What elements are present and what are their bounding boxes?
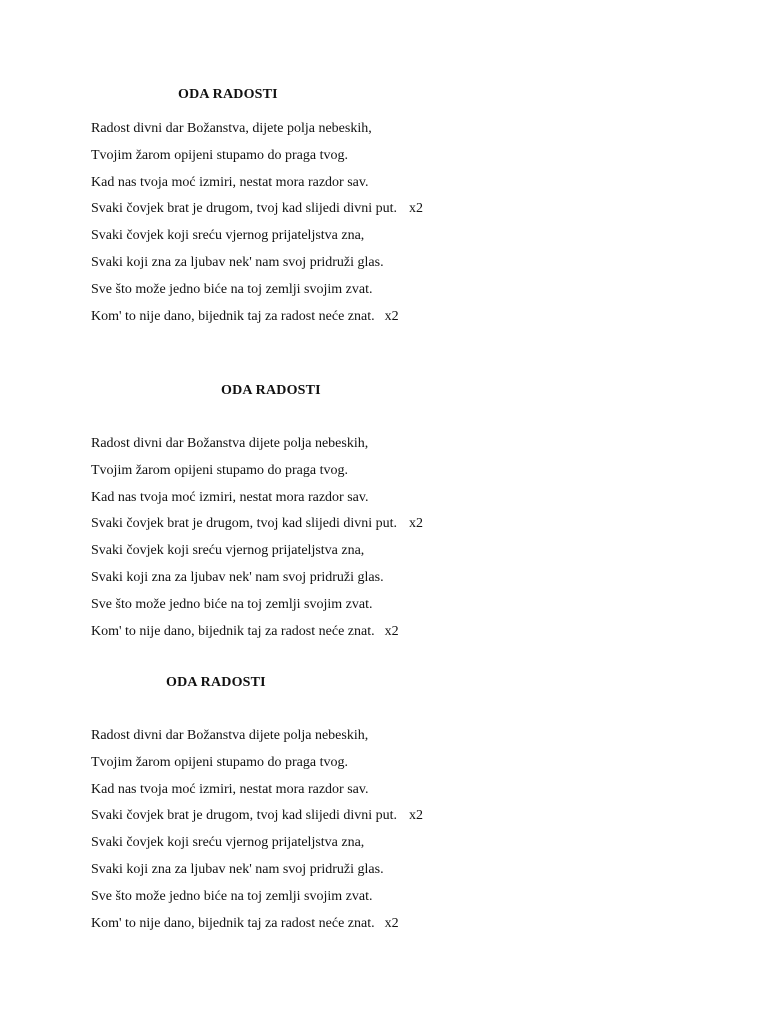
lyric-text: Radost divni dar Božanstva dijete polja nebeskih, bbox=[91, 436, 369, 451]
lyric-line bbox=[91, 728, 368, 744]
lyric-text: Radost divni dar Božanstva, dijete polja nebeskih, bbox=[91, 121, 372, 136]
lyric-text: Svaki koji zna za ljubav nek' nam svoj pridruži glas. bbox=[91, 862, 384, 877]
lyric-line bbox=[91, 543, 364, 559]
lyric-text: Tvojim žarom opijeni stupamo do praga tvog. bbox=[91, 148, 349, 163]
lyric-text: Svaki čovjek koji sreću vjernog prijateljstva zna, bbox=[91, 543, 365, 558]
lyric-line bbox=[91, 463, 348, 479]
lyric-line bbox=[91, 808, 423, 824]
lyric-text: Sve što može jedno biće na toj zemlji svojim zvat. bbox=[91, 889, 373, 904]
repeat-marker: x2 bbox=[409, 201, 424, 216]
lyric-line bbox=[91, 570, 384, 586]
lyric-line bbox=[91, 862, 384, 878]
lyric-line bbox=[91, 309, 399, 325]
lyric-text: Sve što može jedno biće na toj zemlji svojim zvat. bbox=[91, 282, 373, 297]
lyric-text: Kom' to nije dano, bijednik taj za radost neće znat. bbox=[91, 916, 375, 931]
lyric-text: Svaki čovjek brat je drugom, tvoj kad slijedi divni put. bbox=[91, 201, 398, 216]
lyric-line bbox=[91, 490, 368, 506]
lyric-line bbox=[91, 228, 364, 244]
lyric-line bbox=[91, 889, 373, 905]
repeat-marker: x2 bbox=[384, 916, 399, 931]
lyric-text: Svaki čovjek brat je drugom, tvoj kad slijedi divni put. bbox=[91, 516, 398, 531]
lyric-line bbox=[91, 916, 399, 932]
song-title: ODA RADOSTI bbox=[221, 383, 321, 398]
lyric-line bbox=[91, 516, 423, 532]
lyric-text: Kom' to nije dano, bijednik taj za radost neće znat. bbox=[91, 624, 375, 639]
lyric-text: Svaki čovjek brat je drugom, tvoj kad slijedi divni put. bbox=[91, 808, 398, 823]
lyric-text: Kad nas tvoja moć izmiri, nestat mora razdor sav. bbox=[91, 175, 369, 190]
lyric-line bbox=[91, 255, 384, 271]
lyric-line bbox=[91, 755, 348, 771]
song-title: ODA RADOSTI bbox=[178, 87, 278, 102]
lyric-line bbox=[91, 148, 348, 164]
lyric-text: Kad nas tvoja moć izmiri, nestat mora razdor sav. bbox=[91, 490, 369, 505]
lyric-text: Radost divni dar Božanstva dijete polja nebeskih, bbox=[91, 728, 369, 743]
lyric-text: Svaki čovjek koji sreću vjernog prijateljstva zna, bbox=[91, 228, 365, 243]
lyric-text: Kad nas tvoja moć izmiri, nestat mora razdor sav. bbox=[91, 782, 369, 797]
lyric-text: Tvojim žarom opijeni stupamo do praga tvog. bbox=[91, 463, 349, 478]
lyric-text: Tvojim žarom opijeni stupamo do praga tvog. bbox=[91, 755, 349, 770]
lyric-line bbox=[91, 835, 364, 851]
lyric-text: Svaki čovjek koji sreću vjernog prijateljstva zna, bbox=[91, 835, 365, 850]
lyric-line bbox=[91, 175, 368, 191]
lyric-line bbox=[91, 436, 368, 452]
lyric-line bbox=[91, 624, 399, 640]
lyric-text: Sve što može jedno biće na toj zemlji svojim zvat. bbox=[91, 597, 373, 612]
lyric-text: Svaki koji zna za ljubav nek' nam svoj pridruži glas. bbox=[91, 255, 384, 270]
lyric-line bbox=[91, 121, 372, 137]
lyric-text: Kom' to nije dano, bijednik taj za radost neće znat. bbox=[91, 309, 375, 324]
repeat-marker: x2 bbox=[409, 808, 424, 823]
lyric-line bbox=[91, 597, 373, 613]
repeat-marker: x2 bbox=[384, 309, 399, 324]
lyric-line bbox=[91, 782, 368, 798]
lyric-line bbox=[91, 201, 423, 217]
repeat-marker: x2 bbox=[384, 624, 399, 639]
repeat-marker: x2 bbox=[409, 516, 424, 531]
lyric-text: Svaki koji zna za ljubav nek' nam svoj pridruži glas. bbox=[91, 570, 384, 585]
lyric-line bbox=[91, 282, 373, 298]
song-title: ODA RADOSTI bbox=[166, 675, 266, 690]
